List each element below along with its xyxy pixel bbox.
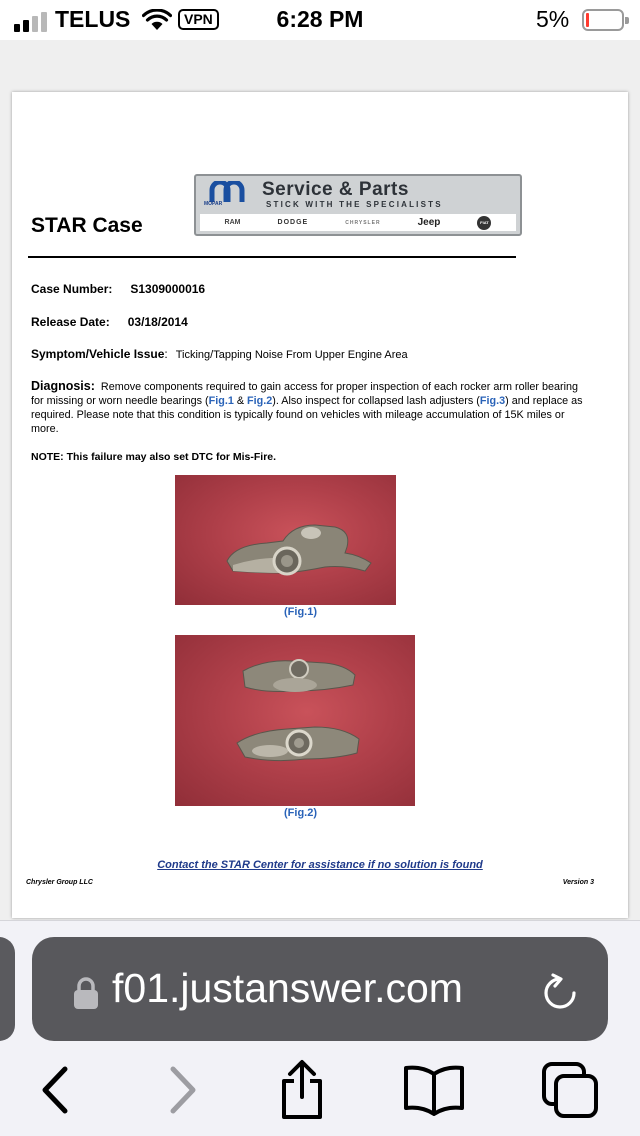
diagnosis-label: Diagnosis: — [31, 379, 95, 393]
banner-title: Service & Parts — [262, 179, 409, 200]
brand-ram: RAM — [224, 219, 241, 226]
brand-fiat: FIAT — [477, 216, 491, 230]
footer-version: Version 3 — [562, 879, 594, 886]
brand-strip — [200, 214, 516, 231]
reload-icon[interactable] — [540, 973, 580, 1013]
rocker-arm-photo-2 — [175, 635, 415, 806]
vpn-badge: VPN — [178, 9, 219, 30]
fig2-caption: (Fig.2) — [284, 807, 317, 819]
carrier-name: TELUS — [55, 6, 131, 32]
brand-dodge: DODGE — [277, 219, 309, 226]
diagnosis-text: ) and replace as required. Please note that this condition is typically found on vehicles with mileage accumulation of 15K miles or more. — [31, 395, 583, 435]
fig1-caption: (Fig.1) — [284, 606, 317, 618]
book-icon — [402, 1064, 466, 1116]
share-button[interactable] — [266, 1057, 338, 1123]
brand-jeep: Jeep — [417, 217, 441, 228]
footer-company: Chrysler Group LLC — [26, 879, 93, 886]
brand-chrysler: CHRYSLER — [345, 219, 381, 226]
mopar-wordmark: MOPAR — [204, 201, 223, 207]
chevron-left-icon — [39, 1065, 73, 1115]
rocker-arm-photo-1 — [175, 475, 396, 605]
browser-toolbar — [0, 1049, 640, 1129]
forward-button[interactable] — [146, 1057, 218, 1123]
battery-icon — [582, 9, 624, 31]
bookmarks-button[interactable] — [398, 1057, 470, 1123]
status-bar — [0, 0, 640, 40]
release-date-label: Release Date: — [31, 315, 110, 329]
diagnosis-text: ). Also inspect for collapsed lash adjusters ( — [272, 395, 480, 407]
symptom-value: Ticking/Tapping Noise From Upper Engine Area — [175, 349, 408, 361]
banner-tagline: STICK WITH THE SPECIALISTS — [266, 200, 443, 209]
tabs-icon — [540, 1060, 600, 1120]
diagnosis-text: Remove components required to gain access for proper inspection of each rocker arm roller bearing for missing or worn needle bearings ( — [31, 381, 579, 407]
divider — [28, 256, 516, 258]
case-number-label: Case Number: — [31, 282, 113, 296]
document-page — [12, 92, 628, 918]
clock: 6:28 PM — [276, 6, 364, 32]
fig3-link[interactable]: Fig.3 — [479, 395, 506, 407]
case-number-row — [31, 282, 205, 296]
case-number-value: S1309000016 — [130, 282, 206, 296]
release-date-value: 03/18/2014 — [127, 315, 188, 329]
battery-percentage: 5% — [536, 6, 570, 32]
chevron-right-icon — [165, 1065, 199, 1115]
previous-tab-preview[interactable] — [0, 937, 15, 1041]
symptom-row: Symptom/Vehicle Issue: Ticking/Tapping Noise From Upper Engine Area — [31, 347, 408, 361]
symptom-label: Symptom/Vehicle Issue — [31, 347, 165, 361]
lock-icon — [72, 976, 100, 1010]
tabs-button[interactable] — [534, 1057, 606, 1123]
page-title: STAR Case — [31, 214, 143, 237]
fig2-link[interactable]: Fig.2 — [247, 395, 273, 407]
diagnosis-paragraph — [31, 379, 591, 436]
service-parts-banner — [194, 174, 522, 236]
mopar-logo-icon — [208, 181, 252, 203]
release-date-row — [31, 315, 188, 329]
share-icon — [276, 1059, 328, 1121]
contact-star-center-link[interactable]: Contact the STAR Center for assistance if no solution is found — [157, 859, 483, 871]
fig1-link[interactable]: Fig.1 — [208, 395, 234, 407]
url-text[interactable]: f01.justanswer.com — [112, 965, 463, 1011]
diagnosis-text: & — [233, 395, 248, 407]
browser-bottom-bar — [0, 920, 640, 1136]
note-text: NOTE: This failure may also set DTC for Mis-Fire. — [31, 451, 277, 463]
back-button[interactable] — [20, 1057, 92, 1123]
